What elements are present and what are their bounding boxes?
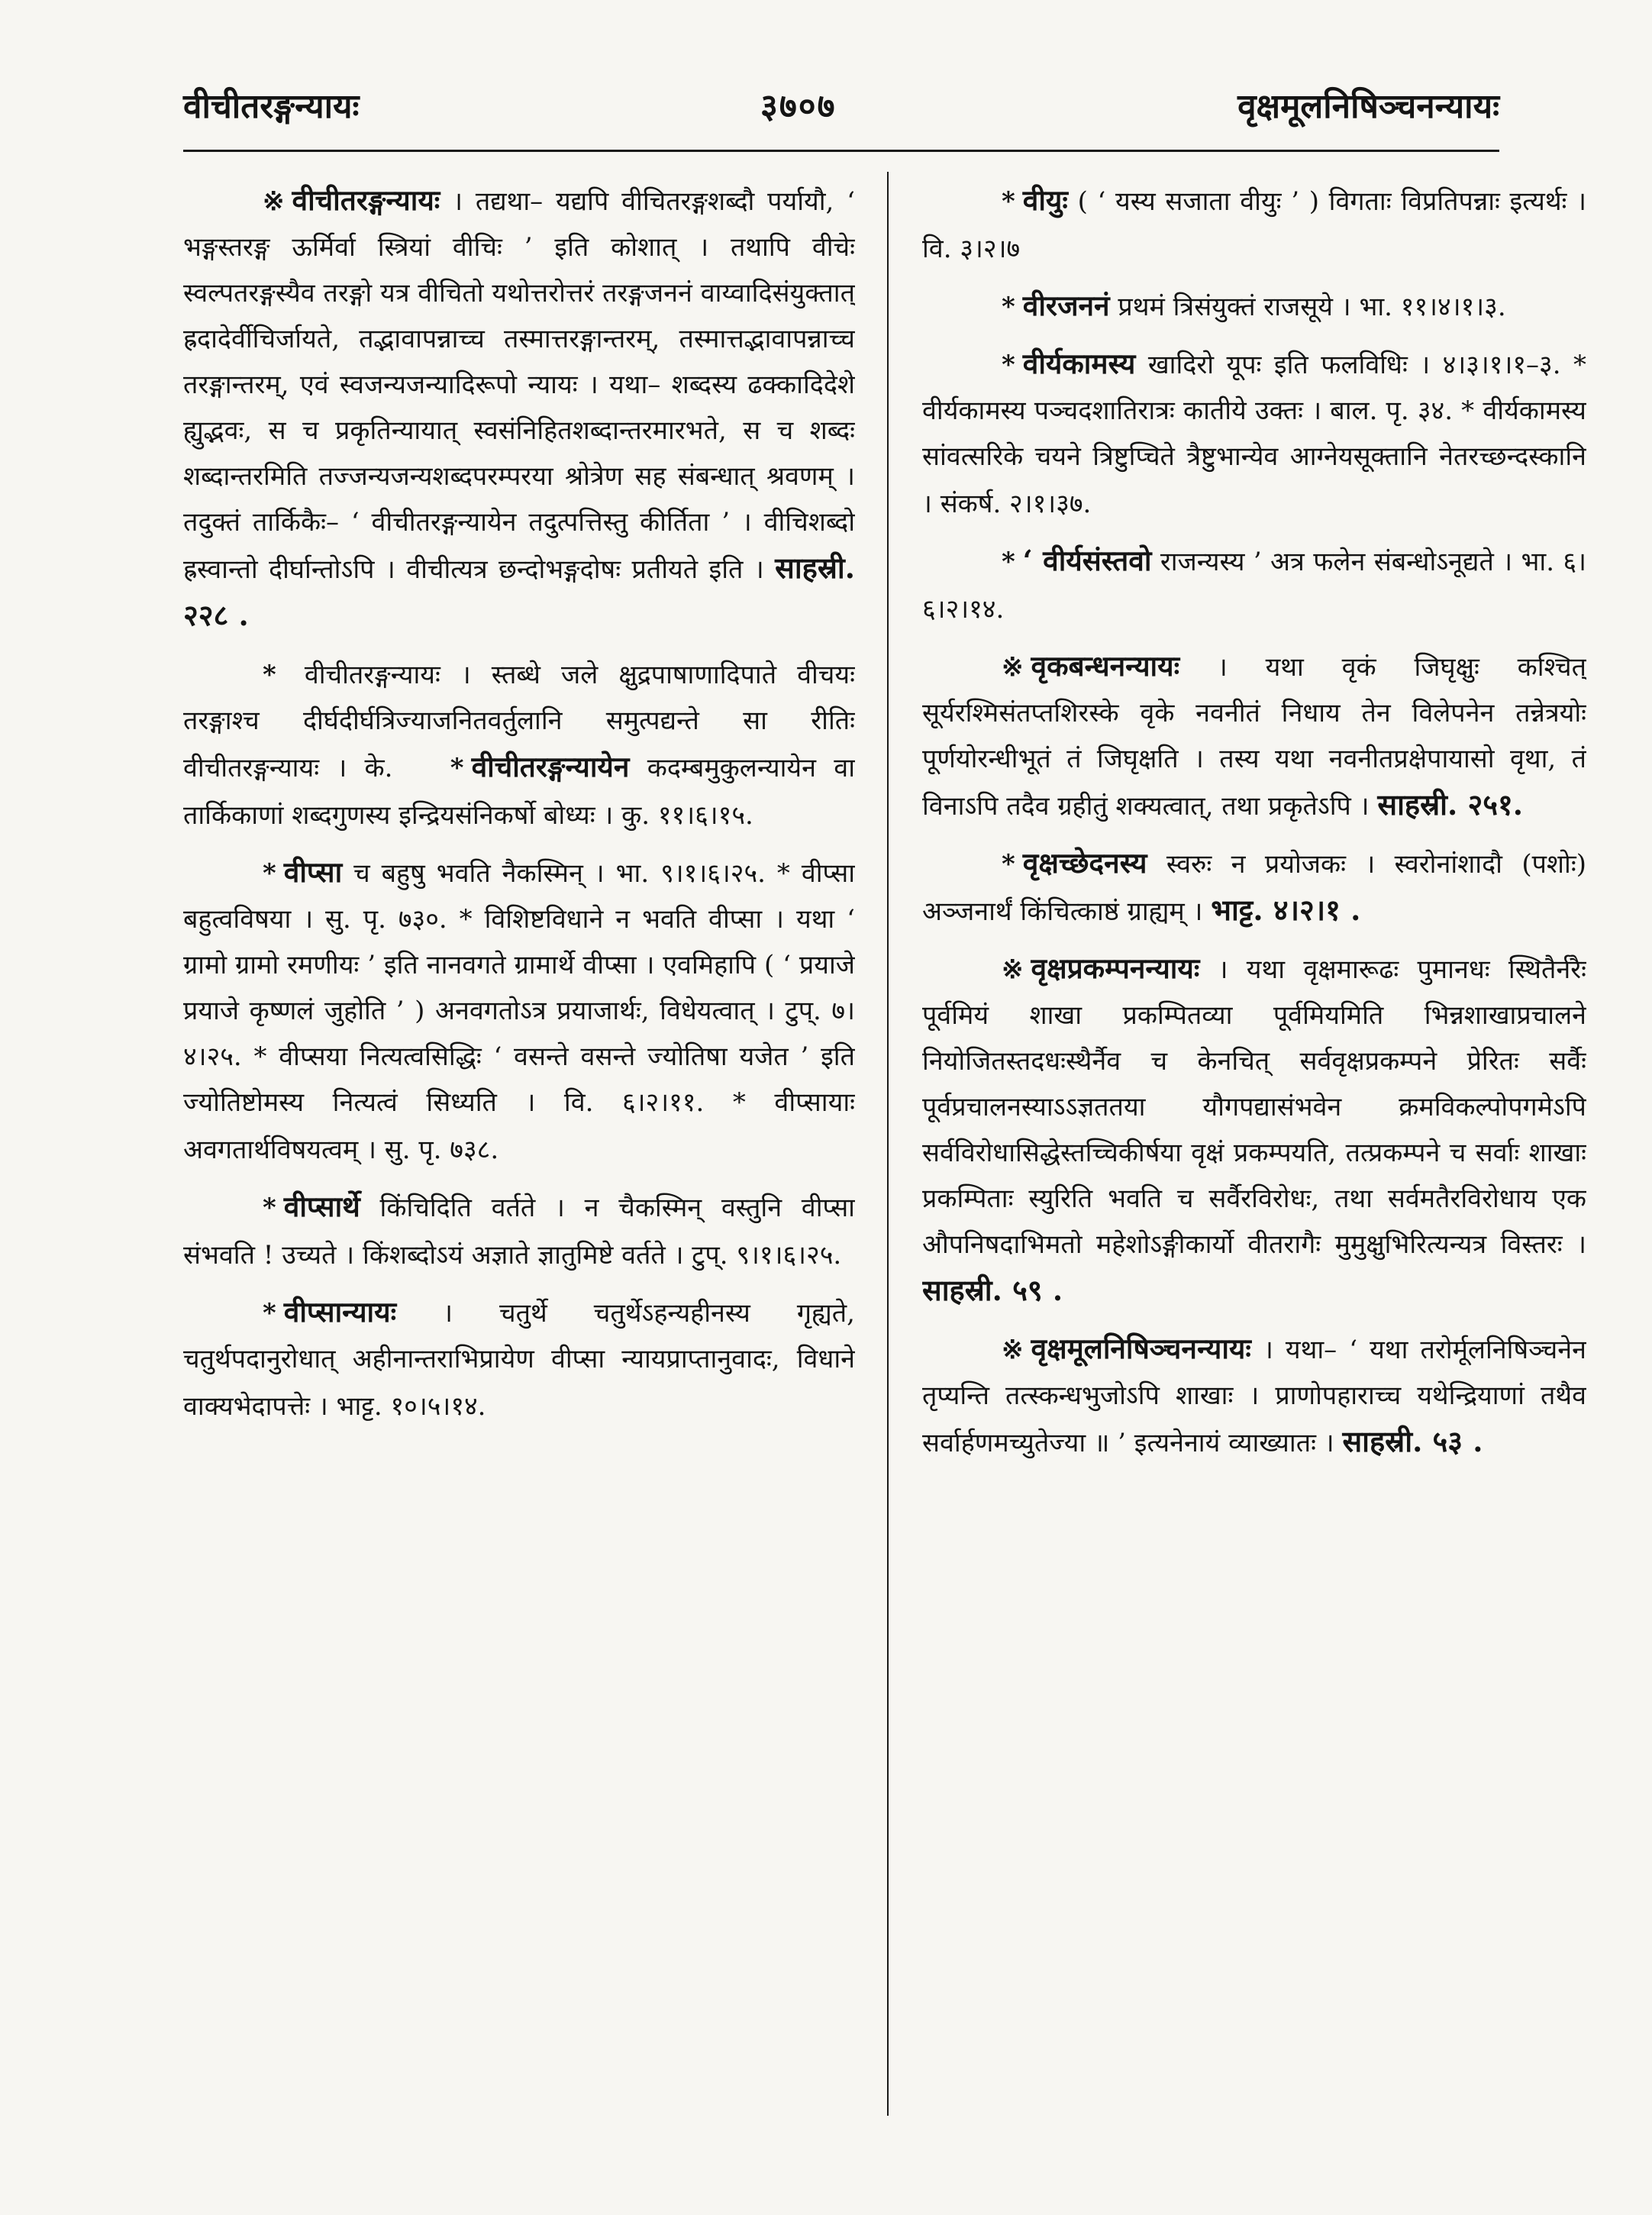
entry xyxy=(922,643,1586,829)
page-number: ३७०७ xyxy=(760,86,837,126)
entry-reference: साहस्री. ५३ . xyxy=(1342,1424,1483,1458)
entry-marker: * xyxy=(263,1193,276,1223)
entry-marker: * xyxy=(1002,547,1015,577)
entry xyxy=(183,1289,855,1429)
entry-headword: वीप्सार्थे xyxy=(283,1190,360,1223)
entry-headword: वीचीतरङ्गन्यायेन xyxy=(471,750,630,783)
entry-marker: ※ xyxy=(1002,1335,1024,1365)
entry xyxy=(183,849,855,1173)
entry xyxy=(183,1183,855,1278)
entry-marker: * xyxy=(1002,350,1015,380)
entry-marker: * xyxy=(1002,849,1015,880)
entry-body: । तद्यथा– यद्यपि वीचितरङ्गशब्दौ पर्यायौ, ‘ भङ्गस्तरङ्ग ऊर्मिर्वा स्त्रियां वीचिः ’ इति कोशात् । तथापि वीचेः स्वल्पतरङ्गस्यैव तरङ्गो यत्र वीचितो यथोत्तरोत्तरं तरङ्गजननं वाय्वादिसंयुक्तात् ह्रदादेर्वीचिर्जायते, तद्भावापन्नाच्च तस्मात्तरङ्गान्तरम्, तस्मात्तद्भावापन्नाच्च तरङ्गान्तरम्, एवं स्वजन्यजन्यादिरूपो न्यायः । यथा– शब्दस्य ढक्कादिदेशे ह्युद्भवः, स च प्रकृतिन्यायात् स्वसंनिहितशब्दान्तरमारभते, स च शब्दः शब्दान्तरमिति तज्जन्यजन्यशब्दपरम्परया श्रोत्रेण सह संबन्धात् श्रवणम् । तदुक्तं तार्किकैः– ‘ वीचीतरङ्गन्यायेन तदुत्पत्तिस्तु कीर्तिता ’ । वीचिशब्दो ह्रस्वान्तो दीर्घान्तोऽपि । वीचीत्यत्र छन्दोभङ्गदोषः प्रतीयते इति । xyxy=(183,186,855,585)
entry-body: । यथा वृकं जिघृक्षुः कश्चित् सूर्यरश्मिसंतप्तशिरस्के वृके नवनीतं निधाय तेन विलेपनेन तन्नेत्रयोः पूर्णयोरन्धीभूतं तं जिघृक्षति । तस्य यथा नवनीतप्रक्षेपायासो वृथा, तं विनाऽपि तदैव ग्रहीतुं शक्यत्वात्, तथा प्रकृतेऽपि । xyxy=(922,652,1586,822)
entry-headword: वीर्यकामस्य xyxy=(1022,347,1136,380)
entry-reference: साहस्री. ५९ . xyxy=(922,1273,1063,1307)
entry-reference: साहस्री. २५१. xyxy=(1377,787,1523,822)
entry-body: कदम्बमुकुलन्यायेन वा तार्किकाणां शब्दगुणस्य इन्द्रियसंनिकर्षो बोध्यः । कु. ११।६।१५. xyxy=(183,753,855,831)
left-column xyxy=(183,177,855,2146)
entry xyxy=(922,840,1586,935)
header-left-title: वीचीतरङ्गन्यायः xyxy=(183,86,360,126)
entry xyxy=(922,283,1586,330)
entry-body: वीचीतरङ्गन्यायः । स्तब्धे जले क्षुद्रपाषाणादिपाते वीचयः तरङ्गाश्च दीर्घदीर्घत्रिज्याजनितवर्तुलानि समुत्पद्यन्ते सा रीतिः वीचीतरङ्गन्यायः । के. xyxy=(183,660,855,783)
entry-headword: वीरजननं xyxy=(1022,289,1110,322)
entry-marker: * xyxy=(1002,186,1015,217)
entry xyxy=(183,651,855,838)
entry xyxy=(922,177,1586,272)
running-head xyxy=(183,76,1499,137)
entry-headword: वृक्षप्रकम्पनन्यायः xyxy=(1031,951,1200,985)
entry-body: च बहुषु भवति नैकस्मिन् । भा. ९।१।६।२५. * वीप्सा बहुत्वविषया । सु. पृ. ७३०. * विशिष्टविधाने न भवति वीप्सा । यथा ‘ ग्रामो ग्रामो रमणीयः ’ इति नानवगते ग्रामार्थे वीप्सा । एवमिहापि ( ‘ प्रयाजे प्रयाजे कृष्णलं जुहोति ’ ) अनवगतोऽत्र प्रयाजार्थः, विधेयत्वात् । टुप्. ७।४।२५. * वीप्सया नित्यत्वसिद्धिः ‘ वसन्ते वसन्ते ज्योतिषा यजेत ’ इति ज्योतिष्टोमस्य नित्यत्वं सिध्यति । वि. ६।२।११. * वीप्सायाः अवगतार्थविषयत्वम् । सु. पृ. ७३८. xyxy=(183,858,855,1165)
entry-headword: वीचीतरङ्गन्यायः xyxy=(292,183,440,217)
entry-marker: ※ xyxy=(1002,954,1024,985)
entry-marker: * xyxy=(1002,292,1015,322)
entry-body: स्वरुः न प्रयोजकः । स्वरोनांशादौ (पशोः) अञ्जनार्थं किंचित्काष्ठं ग्राह्यम् । xyxy=(922,849,1586,927)
entry-body: खादिरो यूपः इति फलविधिः । ४।३।१।१–३. * वीर्यकामस्य पञ्चदशातिरात्रः कातीये उक्तः । बाल. पृ. ३४. * वीर्यकामस्य सांवत्सरिके चयने त्रिष्टुप्चिते त्रैष्टुभान्येव आग्नेयसूक्तानि नेतरच्छन्दस्कानि । संकर्ष. २।१।३७. xyxy=(922,350,1586,519)
entry-marker: * xyxy=(263,858,276,889)
entry-marker: ※ xyxy=(263,186,285,217)
entry-body: ( ‘ यस्य सजाता वीयुः ’ ) विगताः विप्रतिपन्नाः इत्यर्थः । वि. ३।२।७ xyxy=(922,186,1586,264)
entry-headword: वीप्सान्यायः xyxy=(283,1295,397,1329)
entry-headword: वृक्षच्छेदनस्य xyxy=(1022,846,1147,880)
entry-marker: * xyxy=(263,660,276,690)
entry-body: । यथा वृक्षमारूढः पुमानधः स्थितैर्नरैः पूर्वमियं शाखा प्रकम्पितव्या पूर्वमियमिति भिन्नशाखाप्रचालने नियोजितस्तदधःस्थैर्नैव च केनचित् सर्ववृक्षप्रकम्पने प्रेरितः सर्वैः पूर्वप्रचालनस्याऽऽज्ञततया यौगपद्यासंभवेन क्रमविकल्पोपगमेऽपि सर्वविरोधासिद्धेस्तच्चिकीर्षया वृक्षं प्रकम्पयति, तत्प्रकम्पने च सर्वाः शाखाः प्रकम्पिताः स्युरिति भवति च सर्वैरविरोधः, तथा सर्वमतैरविरोधाय एक औपनिषदाभिमतो महेशोऽङ्गीकार्यो वीतरागैः मुमुक्षुभिरित्यन्यत्र विस्तरः । xyxy=(922,954,1586,1260)
header-rule xyxy=(183,150,1499,152)
entry-body: । चतुर्थे चतुर्थेऽहन्यहीनस्य गृह्यते, चतुर्थपदानुरोधात् अहीनान्तराभिप्रायेण वीप्सा न्यायप्राप्तानुवादः, विधाने वाक्यभेदापत्तेः । भाट्ट. १०।५।१४. xyxy=(183,1298,855,1422)
entry-reference: साहस्री. २२८ . xyxy=(183,551,855,632)
entry-reference: भाट्ट. ४।२।१ . xyxy=(1211,893,1361,927)
entry xyxy=(922,341,1586,527)
entry xyxy=(183,177,855,640)
entry xyxy=(922,945,1586,1315)
entry-body: । यथा– ‘ यथा तरोर्मूलनिषिञ्चनेन तृप्यन्ति तत्स्कन्धभुजोऽपि शाखाः । प्राणोपहाराच्च यथेन्द्रियाणां तथैव सर्वार्हणमच्युतेज्या ॥ ’ इत्यनेनायं व्याख्यातः । xyxy=(922,1335,1586,1458)
header-right-title: वृक्षमूलनिषिञ्चनन्यायः xyxy=(1237,86,1499,126)
entry-marker: * xyxy=(450,753,464,783)
entry-headword: वीयुः xyxy=(1022,183,1068,217)
entry-marker: ※ xyxy=(1002,652,1024,683)
column-divider xyxy=(887,172,889,2116)
entry xyxy=(922,1325,1586,1466)
entry-body: राजन्यस्य ’ अत्र फलेन संबन्धोऽनूद्यते । भा. ६।६।२।१४. xyxy=(922,547,1586,625)
entry-body: किंचिदिति वर्तते । न चैकस्मिन् वस्तुनि वीप्सा संभवति ! उच्यते । किंशब्दोऽयं अज्ञाते ज्ञातुमिष्टे वर्तते । टुप्. ९।१।६।२५. xyxy=(183,1193,855,1271)
entry-headword: वीप्सा xyxy=(283,855,343,889)
entry-marker: * xyxy=(263,1298,276,1329)
right-column xyxy=(922,177,1586,2146)
entry-body: प्रथमं त्रिसंयुक्तं राजसूये । भा. ११।४।१।३. xyxy=(1118,292,1506,322)
entry xyxy=(922,538,1586,632)
entry-headword: वृकबन्धनन्यायः xyxy=(1031,649,1180,683)
entry-headword: ‘ वीर्यसंस्तवो xyxy=(1022,544,1152,577)
entry-headword: वृक्षमूलनिषिञ्चनन्यायः xyxy=(1031,1332,1251,1365)
